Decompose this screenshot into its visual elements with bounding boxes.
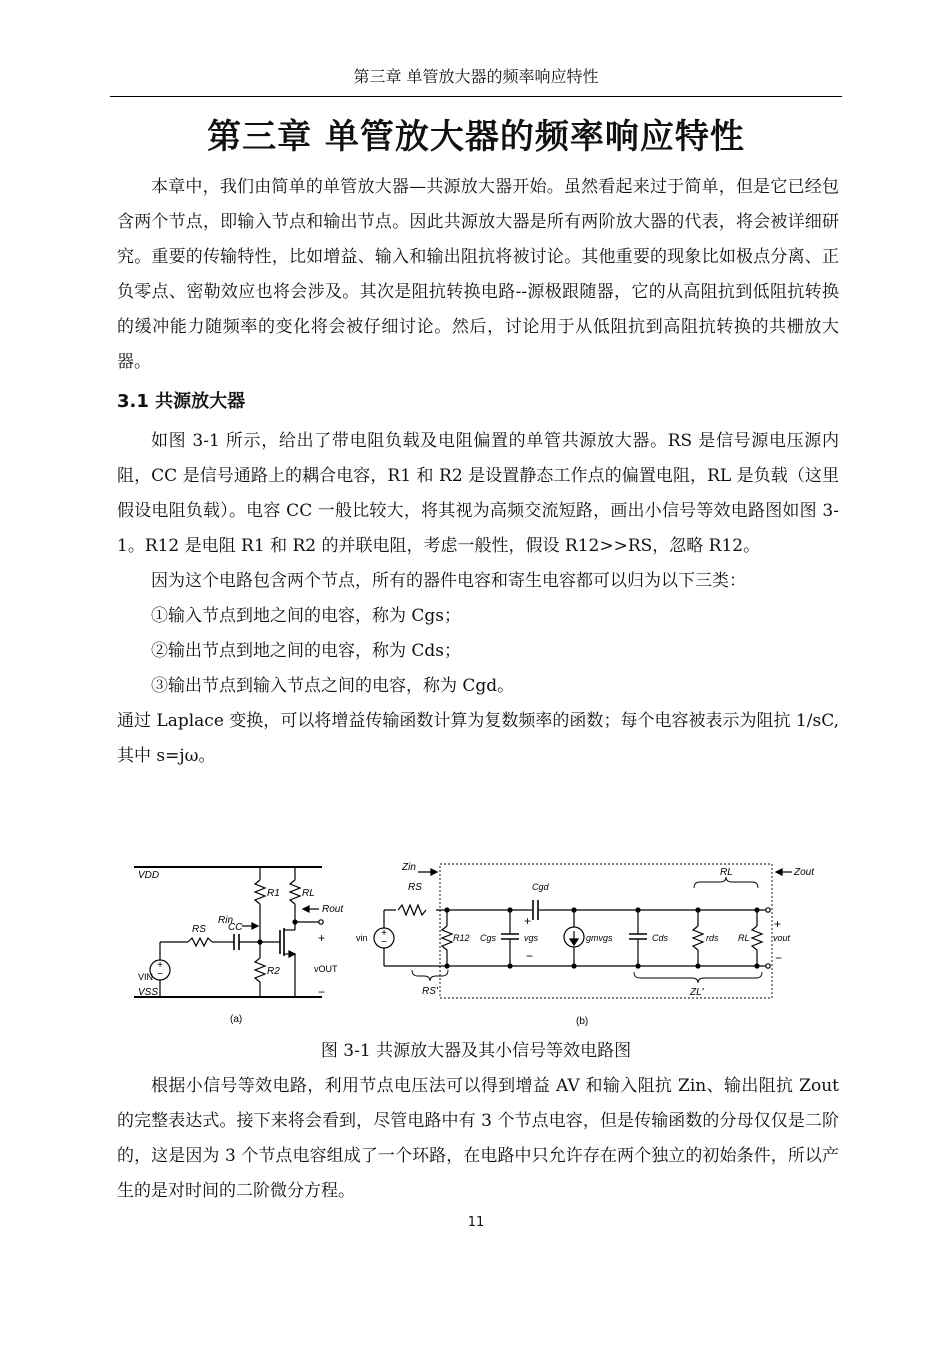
svg-text:−: − [157,969,163,980]
label-plus-a: + [318,931,326,945]
intro-block [117,170,839,774]
list-item-3: ③输出节点到输入节点之间的电容，称为 Cgd。 [151,676,515,696]
label-rs-prime: RS' [422,986,438,997]
label-rl-b: RL [738,933,750,943]
label-r2: R2 [267,966,280,977]
closing-block [117,1069,839,1209]
label-minus-a: − [318,985,326,999]
label-vout-b: vout [773,933,791,943]
label-vdd: VDD [138,870,160,881]
label-r12: R12 [453,933,470,943]
list-item-2: ②输出节点到地之间的电容，称为 Cds； [151,641,462,661]
section-title: 3.1 共源放大器 [117,391,246,412]
label-vin-a: VIN [138,972,154,982]
label-plus-vgs: + [524,914,532,928]
label-zin: Zin [402,862,416,873]
paragraph-1: 如图 3-1 所示，给出了带电阻负载及电阻偏置的单管共源放大器。RS 是信号源电压源内阻，CC 是信号通路上的耦合电容，R1 和 R2 是设置静态工作点的偏置电阻，RL 是负载（这里假设电阻负载）。电容 CC 一般比较大，将其视为高频交流短路，画出小信号等效电路图如图 3-1。R12 是电阻 R1 和 R2 的并联电阻，考虑一般性，假设 R12>>RS，忽略 R12。 [117,431,839,556]
label-rl-top: RL [720,867,733,878]
circuit-a [134,867,344,1025]
chapter-title: 第三章 单管放大器的频率响应特性 [207,117,745,157]
intro-paragraph: 本章中，我们由简单的单管放大器—共源放大器开始。虽然看起来过于简单，但是它已经包含两个节点，即输入节点和输出节点。因此共源放大器是所有两阶放大器的代表，将会被详细研究。重要的传输特性，比如增益、输入和输出阻抗将被讨论。其他重要的现象比如极点分离、正负零点、密勒效应也将会涉及。其次是阻抗转换电路--源极跟随器，它的从高阻抗到低阻抗转换的缓冲能力随频率的变化将会被仔细讨论。然后，讨论用于从低阻抗到高阻抗转换的共栅放大器。 [117,177,839,372]
sub-caption-a: (a) [230,1014,243,1025]
label-vout-a: vOUT [314,964,338,974]
label-r1: R1 [267,888,280,899]
svg-text:+: + [381,928,387,939]
label-rds: rds [706,933,719,943]
label-minus-vgs: − [526,949,534,963]
figure-3-1 [112,850,842,1035]
label-cc: CC [228,922,243,933]
label-zout: Zout [794,867,815,878]
paragraph-2: 因为这个电路包含两个节点，所有的器件电容和寄生电容都可以归为以下三类： [151,571,746,591]
label-vss: VSS [138,987,159,998]
list-item-1: ①输入节点到地之间的电容，称为 Cgs； [151,606,462,626]
label-rout: Rout [322,904,344,915]
label-minus-out: − [775,951,783,965]
label-rl-a: RL [302,888,315,899]
svg-text:−: − [381,937,387,948]
label-gm: gmvgs [586,933,613,943]
label-cgs: Cgs [480,933,497,943]
label-rin: Rin [218,915,234,926]
svg-text:+: + [157,960,163,971]
paragraph-3: 通过 Laplace 变换，可以将增益传输函数计算为复数频率的函数；每个电容被表示为阻抗 1/sC,其中 s=jω。 [117,711,839,766]
label-rs-b: RS [408,882,422,893]
label-cgd: Cgd [532,882,549,892]
label-zl: ZL' [690,987,704,998]
label-cds: Cds [652,933,669,943]
sub-caption-b: (b) [576,1016,589,1027]
figure-caption: 图 3-1 共源放大器及其小信号等效电路图 [320,1041,632,1061]
label-vgs: vgs [524,933,539,943]
circuit-b [356,862,815,1027]
running-header: 第三章 单管放大器的频率响应特性 [110,62,842,97]
page-number: 11 [467,1215,485,1230]
label-rs-a: RS [192,924,206,935]
label-vin-b: vin [356,933,368,943]
paragraph-4: 根据小信号等效电路，利用节点电压法可以得到增益 AV 和输入阻抗 Zin、输出阻抗 Zout 的完整表达式。接下来将会看到，尽管电路中有 3 个节点电容，但是传输函数的分母仅仅是二阶的，这是因为 3 个节点电容组成了一个环路，在电路中只允许存在两个独立的初始条件，所以产生的是对时间的二阶微分方程。 [117,1076,839,1201]
label-plus-out: + [774,917,782,931]
